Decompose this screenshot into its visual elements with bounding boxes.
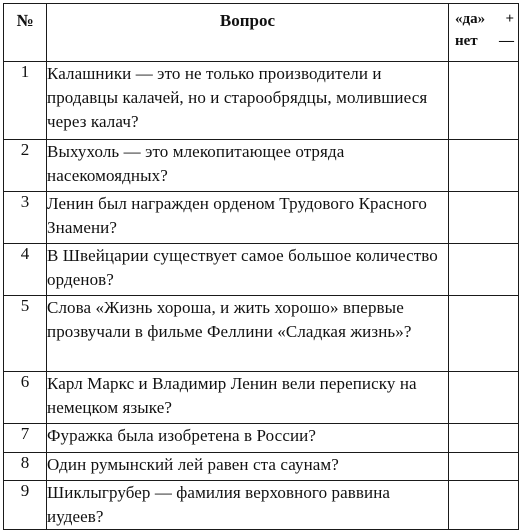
number-header: № bbox=[4, 4, 47, 62]
answer-cell[interactable] bbox=[449, 296, 519, 372]
no-mark: — bbox=[499, 33, 514, 49]
row-number: 6 bbox=[4, 372, 47, 424]
question-text: Слова «Жизнь хороша, и жить хорошо» впервые прозвучали в фильме Феллини «Сладкая жизнь»? bbox=[47, 296, 449, 372]
yes-mark: + bbox=[505, 11, 514, 27]
yes-label: «да» bbox=[455, 11, 486, 27]
question-header: Вопрос bbox=[47, 4, 449, 62]
question-text: Один румынский лей равен ста саунам? bbox=[47, 453, 449, 481]
table-row bbox=[4, 192, 519, 244]
question-text: Фуражка была изобретена в России? bbox=[47, 424, 449, 453]
row-number: 7 bbox=[4, 424, 47, 453]
question-text: Шиклыгрубер — фамилия верховного раввина иудеев? bbox=[47, 481, 449, 530]
answer-header bbox=[449, 4, 519, 62]
row-number: 3 bbox=[4, 192, 47, 244]
row-number: 5 bbox=[4, 296, 47, 372]
answer-cell[interactable] bbox=[449, 481, 519, 530]
table-row bbox=[4, 424, 519, 453]
table-row bbox=[4, 296, 519, 372]
table-row bbox=[4, 62, 519, 140]
row-number: 1 bbox=[4, 62, 47, 140]
row-number: 8 bbox=[4, 453, 47, 481]
answer-cell[interactable] bbox=[449, 453, 519, 481]
answer-cell[interactable] bbox=[449, 62, 519, 140]
question-text: Ленин был награжден орденом Трудового Красного Знамени? bbox=[47, 192, 449, 244]
question-text: Калашники — это не только производители и продавцы калачей, но и старообрядцы, молившиеся через калач? bbox=[47, 62, 449, 140]
answer-cell[interactable] bbox=[449, 244, 519, 296]
question-text: Карл Маркс и Владимир Ленин вели переписку на немецком языке? bbox=[47, 372, 449, 424]
table-row bbox=[4, 481, 519, 530]
table-row bbox=[4, 140, 519, 192]
answer-cell[interactable] bbox=[449, 192, 519, 244]
row-number: 9 bbox=[4, 481, 47, 530]
table-row bbox=[4, 244, 519, 296]
table-row bbox=[4, 372, 519, 424]
answer-cell[interactable] bbox=[449, 140, 519, 192]
row-number: 4 bbox=[4, 244, 47, 296]
question-text: Выхухоль — это млекопитающее отряда насекомоядных? bbox=[47, 140, 449, 192]
answer-cell[interactable] bbox=[449, 424, 519, 453]
table-row bbox=[4, 453, 519, 481]
question-text: В Швейцарии существует самое большое количество орденов? bbox=[47, 244, 449, 296]
answer-cell[interactable] bbox=[449, 372, 519, 424]
quiz-table bbox=[3, 3, 519, 530]
no-label: нет bbox=[455, 33, 478, 49]
row-number: 2 bbox=[4, 140, 47, 192]
header-row bbox=[4, 4, 519, 62]
